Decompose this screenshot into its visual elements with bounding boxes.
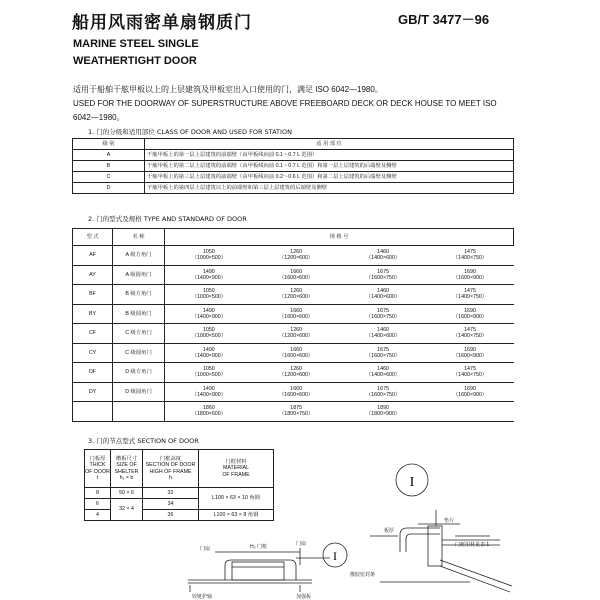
label-gasket: 垫片 bbox=[444, 518, 455, 524]
label-rubber: 橡胶密封条 bbox=[350, 572, 376, 578]
label-frame-material: 门框用材见表 1 bbox=[455, 542, 490, 548]
name-cell: B 级圆角门 bbox=[113, 304, 165, 324]
spec-cell: 1260 （1200×600） bbox=[253, 285, 340, 305]
name-cell: D 级圆角门 bbox=[113, 382, 165, 402]
spec-cell: 1050 （1000×500） bbox=[165, 324, 253, 344]
document-title-en-line2: WEATHERTIGHT DOOR bbox=[73, 55, 197, 67]
detail-mark-small: I bbox=[333, 549, 337, 563]
name-cell: C 级圆角门 bbox=[113, 343, 165, 363]
thick-cell: 4 bbox=[85, 510, 111, 521]
spec-cell: 1675 （1600×750） bbox=[340, 304, 427, 324]
station-cell: 干舷甲板上的第三层上层建筑的前端壁（由甲板线向前 0.2～0.6 L 范围）和第二层上层建筑的后端壁及侧壁 bbox=[145, 172, 514, 183]
spec-cell: 1875 （1800×750） bbox=[253, 402, 340, 422]
spec-cell: 1675 （1600×750） bbox=[340, 265, 427, 285]
spec-cell: 1660 （1600×600） bbox=[253, 265, 340, 285]
table-row bbox=[73, 161, 514, 172]
spec-cell: 1890 （1800×900） bbox=[340, 402, 427, 422]
name-cell bbox=[113, 402, 165, 422]
table-row bbox=[73, 343, 514, 363]
type-col-header: 型 式 bbox=[73, 229, 113, 246]
spec-cell: 1460 （1400×600） bbox=[340, 285, 427, 305]
spec-cell: 1660 （1600×600） bbox=[253, 382, 340, 402]
spec-cell: 1460 （1400×600） bbox=[340, 246, 427, 266]
spec-cell: 1490 （1400×900） bbox=[165, 265, 253, 285]
class-table bbox=[72, 138, 514, 194]
thick-cell: 6 bbox=[85, 499, 111, 510]
type-cell: DF bbox=[73, 363, 113, 383]
shelter-cell: 32 × 4 bbox=[111, 499, 143, 521]
material-col-header: 门框材料 MATERIAL OF FRAME bbox=[199, 450, 274, 488]
thick-cell: 8 bbox=[85, 488, 111, 499]
name-cell: D 级方角门 bbox=[113, 363, 165, 383]
intro-cn: 适用于船舶干舷甲板以上的上层建筑及甲板室出入口使用的门，满足 ISO 6042—1980。 bbox=[73, 85, 383, 94]
spec-cell: 1260 （1200×600） bbox=[253, 363, 340, 383]
spec-cell: 1860 （1800×600） bbox=[165, 402, 253, 422]
material-cell: L100 × 63 × 8 角钢 bbox=[199, 510, 274, 521]
table-row bbox=[73, 265, 514, 285]
class-cell: D bbox=[73, 183, 145, 194]
thick-col-header: 门板厚 THICK OF DOOR t bbox=[85, 450, 111, 488]
class-cell: B bbox=[73, 161, 145, 172]
type-cell: CF bbox=[73, 324, 113, 344]
spec-cell: 1475 （1400×750） bbox=[427, 324, 514, 344]
spec-cell: 1260 （1200×600） bbox=[253, 324, 340, 344]
spec-col-header: 规 格 号 bbox=[165, 229, 514, 246]
section3-heading: 3. 门的节点型式 SECTION OF DOOR bbox=[88, 437, 199, 445]
name-cell: C 级方角门 bbox=[113, 324, 165, 344]
table-row bbox=[73, 285, 514, 305]
spec-cell: 1675 （1600×750） bbox=[340, 382, 427, 402]
material-cell: L100 × 63 × 10 角钢 bbox=[199, 488, 274, 510]
table-row bbox=[73, 246, 514, 266]
section2-heading: 2. 门的型式及规格 TYPE AND STANDARD OF DOOR bbox=[88, 215, 247, 223]
frame-height-cell: 36 bbox=[143, 510, 199, 521]
type-cell: DY bbox=[73, 382, 113, 402]
shelter-cell: 50 × 6 bbox=[111, 488, 143, 499]
spec-cell: 1260 （1200×600） bbox=[253, 246, 340, 266]
label-door-leaf: 门扇 bbox=[200, 546, 211, 552]
station-col-header: 适 用 部 位 bbox=[145, 139, 514, 150]
station-cell: 干舷甲板上的第二层上层建筑的前端壁（由甲板线向前 0.1～0.7 L 范围）和第一层上层建筑的后端壁及侧壁 bbox=[145, 161, 514, 172]
spec-cell: 1690 （1600×900） bbox=[427, 343, 514, 363]
table-row bbox=[73, 324, 514, 344]
spec-cell: 1475 （1400×750） bbox=[427, 246, 514, 266]
label-hinge-guard: 铰链护轴 bbox=[192, 594, 213, 600]
label-note: H₂ 门框 bbox=[250, 544, 267, 550]
name-col-header: 名 称 bbox=[113, 229, 165, 246]
class-cell: C bbox=[73, 172, 145, 183]
label-reinforce: 加强板 bbox=[296, 594, 312, 600]
label-men: 门扇 bbox=[296, 541, 307, 547]
spec-cell bbox=[427, 402, 514, 422]
name-cell: B 级方角门 bbox=[113, 285, 165, 305]
document-title-cn: 船用风雨密单扇钢质门 bbox=[72, 13, 252, 33]
frame-height-cell: 34 bbox=[143, 499, 199, 510]
spec-cell: 1490 （1400×900） bbox=[165, 382, 253, 402]
detail-mark: I bbox=[409, 475, 415, 490]
standard-number: GB/T 3477－96 bbox=[398, 12, 490, 27]
type-cell: BF bbox=[73, 285, 113, 305]
name-cell: A 级圆角门 bbox=[113, 265, 165, 285]
spec-cell: 1050 （1000×500） bbox=[165, 246, 253, 266]
class-col-header: 级 别 bbox=[73, 139, 145, 150]
station-cell: 干舷甲板上的第四层上层建筑以上的前端壁和第三层上层建筑的后端壁及侧壁 bbox=[145, 183, 514, 194]
frame-height-col-header: 门框高度 SECTION OF DOOR HIGH OF FRAME h bbox=[143, 450, 199, 488]
spec-cell: 1050 （1000×500） bbox=[165, 285, 253, 305]
spec-cell: 1490 （1400×900） bbox=[165, 343, 253, 363]
station-cell: 干舷甲板上的第一层上层建筑的前端壁（由甲板线向前 0.1～0.7 L 范围） bbox=[145, 150, 514, 161]
spec-cell: 1675 （1600×750） bbox=[340, 343, 427, 363]
spec-cell: 1690 （1600×900） bbox=[427, 382, 514, 402]
spec-cell: 1475 （1400×750） bbox=[427, 363, 514, 383]
table-row bbox=[73, 183, 514, 194]
type-cell bbox=[73, 402, 113, 422]
spec-cell: 1660 （1600×600） bbox=[253, 304, 340, 324]
intro-en-line1: USED FOR THE DOORWAY OF SUPERSTRUCTURE ABOVE FREEBOARD DECK OR DECK HOUSE TO MEET ISO bbox=[73, 99, 497, 108]
frame-height-cell: 32 bbox=[143, 488, 199, 499]
type-cell: CY bbox=[73, 343, 113, 363]
table-row bbox=[73, 363, 514, 383]
spec-cell: 1460 （1400×600） bbox=[340, 324, 427, 344]
table-row bbox=[73, 304, 514, 324]
spec-cell: 1490 （1400×900） bbox=[165, 304, 253, 324]
table-row bbox=[73, 172, 514, 183]
section1-heading: 1. 门的分级和适用部位 CLASS OF DOOR AND USED FOR STATION bbox=[88, 128, 292, 136]
spec-cell: 1690 （1600×900） bbox=[427, 304, 514, 324]
label-plate-thickness: 板厚 bbox=[384, 528, 395, 534]
table-row bbox=[73, 382, 514, 402]
table-row bbox=[73, 402, 514, 422]
spec-cell: 1475 （1400×750） bbox=[427, 285, 514, 305]
table-row bbox=[73, 150, 514, 161]
spec-cell: 1660 （1600×600） bbox=[253, 343, 340, 363]
type-cell: BY bbox=[73, 304, 113, 324]
class-cell: A bbox=[73, 150, 145, 161]
document-title-en-line1: MARINE STEEL SINGLE bbox=[73, 38, 199, 50]
type-cell: AY bbox=[73, 265, 113, 285]
shelter-col-header: 槽板尺寸 SIZE OF SHELTER h₁ × b bbox=[111, 450, 143, 488]
spec-cell: 1050 （1000×500） bbox=[165, 363, 253, 383]
type-cell: AF bbox=[73, 246, 113, 266]
intro-en-line2: 6042—1980。 bbox=[73, 113, 125, 122]
type-table bbox=[72, 228, 514, 422]
spec-cell: 1690 （1600×900） bbox=[427, 265, 514, 285]
spec-cell: 1460 （1400×600） bbox=[340, 363, 427, 383]
door-section-drawing bbox=[0, 440, 600, 600]
name-cell: A 级方角门 bbox=[113, 246, 165, 266]
